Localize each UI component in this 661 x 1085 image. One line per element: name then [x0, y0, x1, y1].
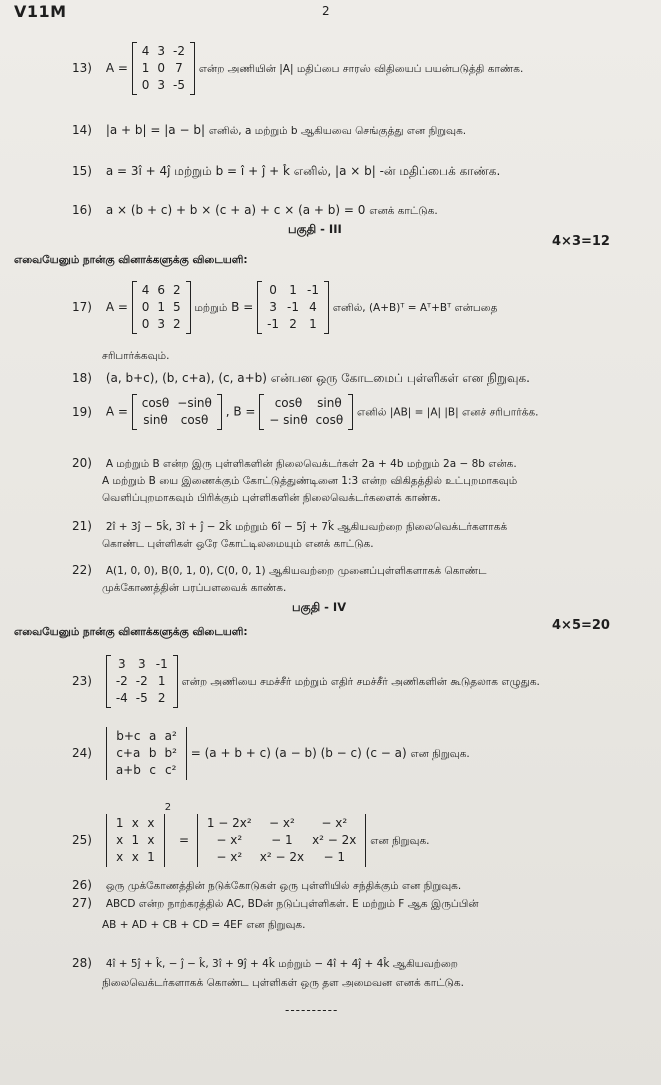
matrix-cell: -2 — [173, 44, 185, 58]
matrix-a — [138, 395, 216, 429]
matrix-cell: 1 — [157, 300, 166, 314]
matrix — [112, 656, 172, 707]
paper-code: V11M — [14, 2, 67, 21]
part-4-title: பகுதி - IV — [292, 600, 347, 614]
matrix-cell: x² − 2x — [259, 850, 305, 864]
matrix-cell: -4 — [115, 691, 128, 705]
matrix-cell: -5 — [135, 691, 148, 705]
question-28: 28) 4î + 5ĵ + k̂, − ĵ − k̂, 3î + 9ĵ + 4k̂ மற்றும் − 4î + 4ĵ + 4k̂ ஆகியவற்றை நிலைவெக்டர்களாகக் கொண்ட புள்ளிகள் ஒரு தள அமைவன எனக் காட்டுக. — [72, 956, 464, 989]
matrix-cell: c² — [164, 763, 177, 777]
question-19: 19) A = cosθ −sinθ sinθ cosθ , B = cosθ sinθ − sinθ cosθ எனில் |AB| = |A| |B| எனச் சரிபார்க்க. — [72, 394, 538, 430]
matrix-b — [263, 282, 323, 333]
matrix-cell: −sinθ — [177, 396, 212, 410]
matrix-cell: 0 — [141, 78, 150, 92]
matrix-cell: x² − 2x — [312, 833, 357, 847]
question-22: 22) A(1, 0, 0), B(0, 1, 0), C(0, 0, 1) ஆகியவற்றை முனைப்புள்ளிகளாகக் கொண்ட முக்கோணத்தின் பரப்பளவைக் காண்க. — [72, 563, 487, 594]
page-number: 2 — [322, 4, 330, 18]
matrix-cell: sinθ — [317, 396, 342, 410]
matrix-cell: -2 — [135, 674, 148, 688]
matrix-cell: 4 — [141, 283, 150, 297]
matrix-cell: 3 — [157, 317, 166, 331]
matrix-cell: 4 — [309, 300, 317, 314]
matrix-cell: x — [131, 816, 139, 830]
part-3-title: பகுதி - III — [288, 222, 342, 236]
matrix-cell: 1 — [115, 816, 124, 830]
part-4-marks: 4×5=20 — [552, 618, 610, 633]
matrix-cell: b+c — [116, 729, 141, 743]
matrix-cell: 1 — [309, 317, 317, 331]
question-20: 20) A மற்றும் B என்ற இரு புள்ளிகளின் நிலைவெக்டர்கள் 2a + 4b மற்றும் 2a − 8b என்க. A மற்றும் B யை இணைக்கும் கோட்டுத்துண்டினை 1:3 என்ற விகிதத்தில் உட்புறமாகவும் வெளிப்புறமாகவும் பிரிக்கும் புள்ளிகளின் நிலைவெக்டர்களைக் காண்க. — [72, 456, 518, 504]
matrix-cell: a — [148, 729, 157, 743]
matrix-cell: 1 — [141, 61, 150, 75]
matrix-cell: -5 — [173, 78, 185, 92]
question-13: 13) A = 4 3 -2 1 0 7 0 3 -5 என்ற அணியின் |A| மதிப்பை சாரஸ் விதியைப் பயன்படுத்தி காண்க. — [72, 42, 523, 95]
matrix-cell: − 1 — [323, 850, 345, 864]
matrix-cell: − sinθ — [269, 413, 308, 427]
matrix-cell: x — [131, 850, 139, 864]
matrix-cell: 3 — [137, 657, 146, 671]
matrix-cell: − x² — [269, 816, 295, 830]
determinant — [112, 728, 181, 779]
part-4-instruction: எவையேனும் நான்கு வினாக்களுக்கு விடையளி: — [14, 626, 248, 638]
matrix-cell: cosθ — [180, 413, 209, 427]
determinant-left — [112, 815, 159, 866]
matrix-cell: c+a — [116, 746, 141, 760]
matrix-b — [265, 395, 347, 429]
question-26: 26) ஒரு முக்கோணத்தின் நடுக்கோடுகள் ஒரு புள்ளியில் சந்திக்கும் என நிறுவுக. — [72, 878, 462, 892]
matrix-cell: cosθ — [274, 396, 303, 410]
question-17-cont: சரிபார்க்கவும். — [102, 350, 170, 362]
matrix-cell: 1 — [289, 283, 297, 297]
end-rule: ---------- — [285, 1003, 339, 1017]
matrix-cell: 1 — [131, 833, 140, 847]
matrix-cell: 3 — [117, 657, 126, 671]
matrix-cell: x — [116, 833, 124, 847]
question-21: 21) 2î + 3ĵ − 5k̂, 3î + ĵ − 2k̂ மற்றும் 6î − 5ĵ + 7k̂ ஆகியவற்றை நிலைவெக்டர்களாகக் கொண்ட புள்ளிகள் ஒரே கோட்டிலமையும் எனக் காட்டுக. — [72, 519, 508, 550]
question-25: 25) 1 x x x 1 x x x 1 $^2$ = 1 − 2x² − x² − x² − x² − 1 x² − 2x − x² x² − 2x − 1 என நிறுவுக. — [72, 800, 430, 867]
question-18: 18) (a, b+c), (b, c+a), (c, a+b) என்பன ஒரு கோடமைப் புள்ளிகள் என நிறுவுக. — [72, 371, 530, 385]
matrix-cell: 5 — [173, 300, 181, 314]
matrix-cell: 0 — [157, 61, 166, 75]
matrix-cell: -1 — [307, 283, 319, 297]
matrix-cell: 4 — [141, 44, 150, 58]
matrix-cell: 2 — [173, 317, 181, 331]
matrix-cell: − 1 — [271, 833, 293, 847]
matrix-cell: cosθ — [141, 396, 170, 410]
matrix-cell: 3 — [157, 78, 166, 92]
matrix-cell: 0 — [269, 283, 277, 297]
matrix-cell: b² — [164, 746, 177, 760]
matrix-cell: 0 — [141, 300, 150, 314]
matrix-cell: sinθ — [143, 413, 168, 427]
matrix-cell: x — [147, 816, 155, 830]
matrix-cell: 2 — [157, 691, 166, 705]
matrix-cell: -2 — [115, 674, 128, 688]
matrix-cell: 3 — [157, 44, 166, 58]
question-23: 23) 3 3 -1 -2 -2 1 -4 -5 2 என்ற அணியை சமச்சீர் மற்றும் எதிர் சமச்சீர் அணிகளின் கூடுதலாக எழுதுக. — [72, 655, 540, 708]
matrix-cell: a² — [164, 729, 177, 743]
question-15: 15) a = 3î + 4ĵ மற்றும் b = î + ĵ + k̂ எனில், |a × b| -ன் மதிப்பைக் காண்க. — [72, 164, 501, 178]
matrix-cell: − x² — [321, 816, 348, 830]
part-3-instruction: எவையேனும் நான்கு வினாக்களுக்கு விடையளி: — [14, 254, 248, 266]
question-24: 24) b+c a a² c+a b b² a+b c c² = (a + b + c) (a − b) (b − c) (c − a) என நிறுவுக. — [72, 727, 470, 780]
question-14: 14) |a + b| = |a − b| எனில், a மற்றும் b ஆகியவை செங்குத்து என நிறுவுக. — [72, 123, 467, 137]
determinant-right — [203, 815, 361, 866]
matrix-cell: a+b — [115, 763, 141, 777]
matrix-cell: 1 − 2x² — [206, 816, 252, 830]
matrix-cell: 0 — [141, 317, 150, 331]
matrix-cell: 7 — [175, 61, 183, 75]
matrix-a — [138, 282, 185, 333]
matrix-cell: x — [147, 833, 155, 847]
matrix-cell: 1 — [147, 850, 155, 864]
matrix-cell: -1 — [155, 657, 168, 671]
matrix-cell: 1 — [157, 674, 166, 688]
question-17: 17) A = 4 6 2 0 1 5 0 3 2 மற்றும் B = 0 1 -1 3 -1 4 -1 2 1 எனில், (A+B)ᵀ = Aᵀ+Bᵀ என்பதை — [72, 281, 497, 334]
matrix-cell: − x² — [216, 833, 243, 847]
matrix-cell: − x² — [216, 850, 243, 864]
question-16: 16) a × (b + c) + b × (c + a) + c × (a + b) = 0 எனக் காட்டுக. — [72, 203, 438, 217]
matrix-cell: 3 — [269, 300, 277, 314]
matrix-cell: -1 — [287, 300, 300, 314]
matrix-cell: -1 — [267, 317, 280, 331]
matrix-cell: c — [149, 763, 156, 777]
matrix-cell: 6 — [157, 283, 166, 297]
matrix-cell: 2 — [289, 317, 297, 331]
matrix-cell: 2 — [173, 283, 181, 297]
question-27: 27) ABCD என்ற நாற்கரத்தில் AC, BDன் நடுப்புள்ளிகள். E மற்றும் F ஆக இருப்பின் AB + AD + CB + CD = 4EF என நிறுவுக. — [72, 896, 479, 931]
matrix-cell: x — [116, 850, 124, 864]
matrix-a — [138, 43, 189, 94]
matrix-cell: cosθ — [315, 413, 344, 427]
matrix-cell: b — [148, 746, 157, 760]
part-3-marks: 4×3=12 — [552, 234, 610, 249]
